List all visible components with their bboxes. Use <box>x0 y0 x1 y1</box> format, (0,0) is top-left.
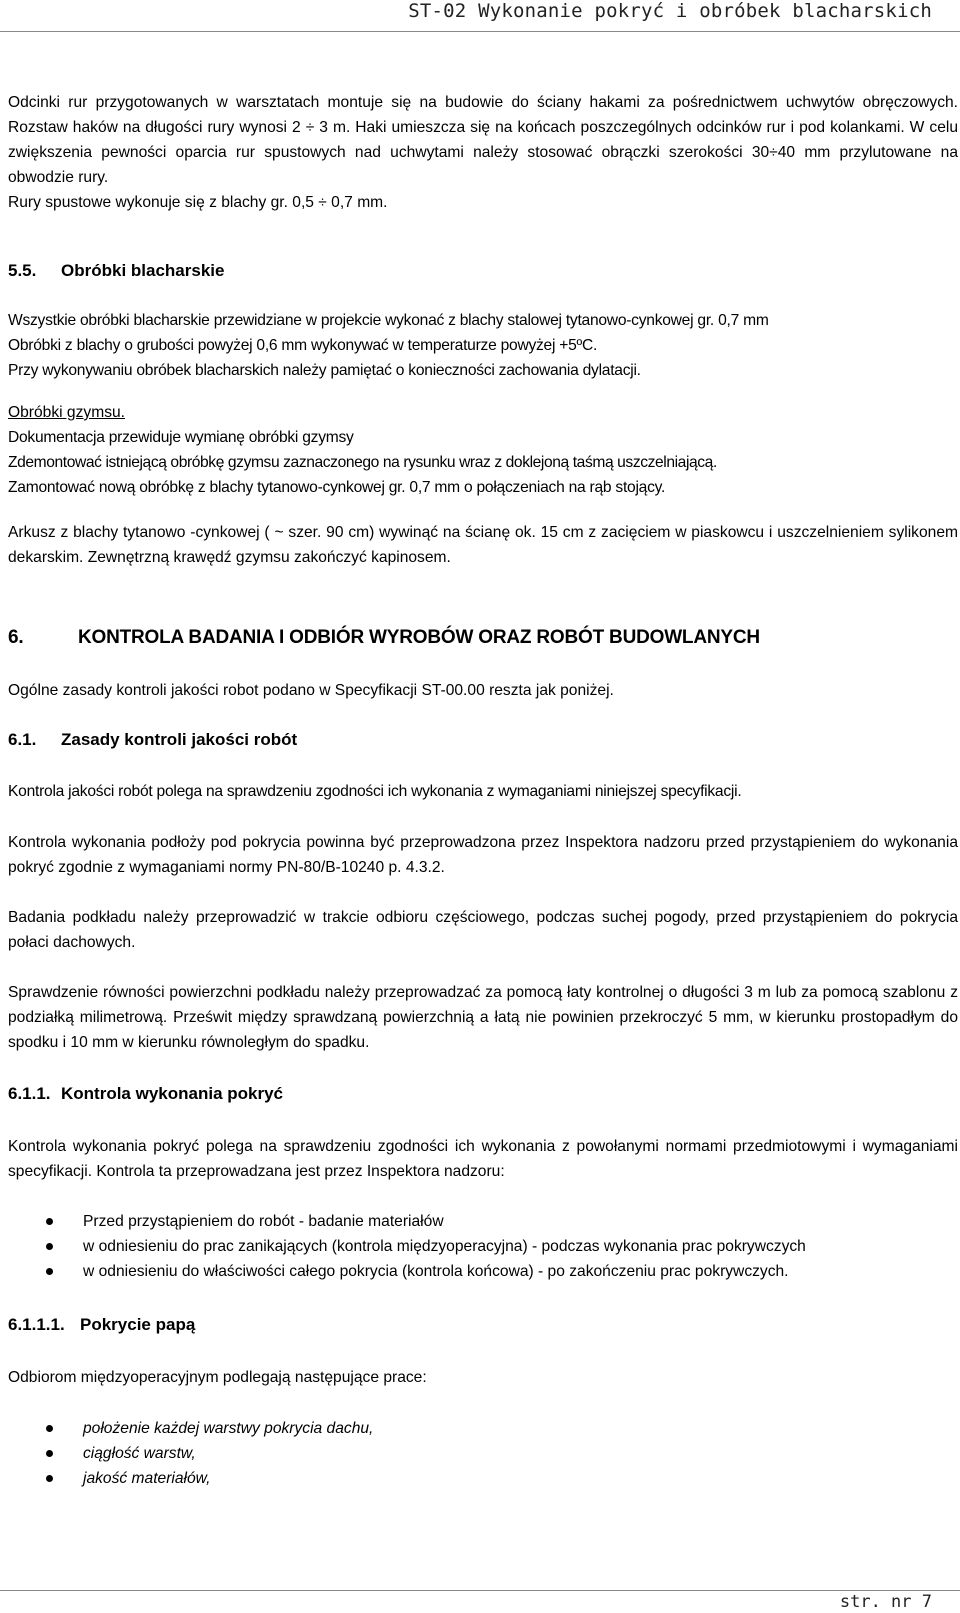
bullet-dot-icon <box>46 1450 53 1457</box>
gzyms-line-1: Dokumentacja przewiduje wymianę obróbki gzymsy <box>8 429 354 446</box>
pokrycia-bullet-list <box>8 1209 806 1284</box>
section-6-1-1-heading <box>8 1082 283 1106</box>
bullet-dot-icon <box>46 1243 53 1250</box>
list-item: w odniesieniu do właściwości całego pokrycia (kontrola końcowa) - po zakończeniu prac pokrywczych. <box>8 1259 806 1284</box>
bullet-dot-icon <box>46 1218 53 1225</box>
list-item: w odniesieniu do prac zanikających (kontrola międzyoperacyjna) - podczas wykonania prac pokrywczych <box>8 1234 806 1259</box>
page-number: str. nr 7 <box>839 1592 932 1612</box>
bullet-dot-icon <box>46 1475 53 1482</box>
obrobki-line-2: Obróbki z blachy o grubości powyżej 0,6 mm wykonywać w temperaturze powyżej +5ºC. <box>8 337 598 354</box>
gzyms-line-2: Zdemontować istniejącą obróbkę gzymsu zaznaczonego na rysunku wraz z doklejoną taśmą uszczelniającą. <box>8 454 717 471</box>
section-number: 6.1.1. <box>8 1084 51 1103</box>
section-6-1-p2 <box>8 830 958 880</box>
section-6-intro <box>8 678 958 703</box>
section-title: Obróbki blacharskie <box>61 261 225 280</box>
header-divider <box>0 31 960 32</box>
section-6-1-1-1-p1 <box>8 1365 958 1390</box>
bullet-dot-icon <box>46 1268 53 1275</box>
intro-paragraph-2: Rury spustowe wykonuje się z blachy gr. 0,5 ÷ 0,7 mm. <box>8 194 388 211</box>
section-number: 5.5. <box>8 261 37 280</box>
section-5-5-body <box>8 308 958 383</box>
intro-paragraph-1: Odcinki rur przygotowanych w warsztatach montuje się na budowie do ściany hakami za pośrednictwem uchwytów obręczowych. Rozstaw haków na długości rury wynosi 2 ÷ 3 m. Haki umieszcza się na końcach poszczególnych odcinków rur i pod kolankami. W celu zwiększenia pewności oparcia rur spustowych nad uchwytami należy stosować obrączki szerokości 30÷40 mm przylutowane na obwodzie rury. <box>8 94 958 186</box>
section-title: Kontrola wykonania pokryć <box>61 1084 283 1103</box>
list-item: ciągłość warstw, <box>8 1441 373 1466</box>
gzyms-subheading: Obróbki gzymsu. <box>8 404 125 421</box>
arkusz-block <box>8 520 958 570</box>
obrobki-line-1: Wszystkie obróbki blacharskie przewidziane w projekcie wykonać z blachy stalowej tytanowo-cynkowej gr. 0,7 mm <box>8 312 769 329</box>
section-6-intro-paragraph: Ogólne zasady kontroli jakości robot podano w Specyfikacji ST-00.00 reszta jak poniżej. <box>8 682 614 699</box>
section-number: 6. <box>8 627 24 648</box>
section-6-1-1-1-heading <box>8 1313 195 1337</box>
quality-paragraph-2: Kontrola wykonania podłoży pod pokrycia powinna być przeprowadzona przez Inspektora nadzoru przed przystąpieniem do wykonania pokryć zgodnie z wymaganiami normy PN-80/B-10240 p. 4.3.2. <box>8 834 958 876</box>
gzyms-block <box>8 400 958 500</box>
document-header-title: ST-02 Wykonanie pokryć i obróbek blacharskich <box>408 0 932 22</box>
section-title: Zasady kontroli jakości robót <box>61 730 298 749</box>
list-item: położenie każdej warstwy pokrycia dachu, <box>8 1416 373 1441</box>
list-item: jakość materiałów, <box>8 1466 373 1491</box>
section-6-1-p3 <box>8 905 958 955</box>
pokrycia-paragraph: Kontrola wykonania pokryć polega na sprawdzeniu zgodności ich wykonania z powołanymi normami przedmiotowymi i wymaganiami specyfikacji. Kontrola ta przeprowadzana jest przez Inspektora nadzoru: <box>8 1138 958 1180</box>
section-number: 6.1.1.1. <box>8 1315 65 1334</box>
obrobki-line-3: Przy wykonywaniu obróbek blacharskich należy pamiętać o konieczności zachowania dylatacji. <box>8 362 641 379</box>
section-6-1-1-p1 <box>8 1134 958 1184</box>
list-item: Przed przystąpieniem do robót - badanie materiałów <box>8 1209 806 1234</box>
quality-paragraph-4: Sprawdzenie równości powierzchni podkładu należy przeprowadzać za pomocą łaty kontrolnej o długości 3 m lub za pomocą szablonu z podziałką milimetrową. Prześwit między sprawdzaną powierzchnią a łatą nie powinien przekroczyć 5 mm, w kierunku prostopadłym do spodku i 10 mm w kierunku równoległym do spadku. <box>8 984 958 1051</box>
section-number: 6.1. <box>8 730 37 749</box>
intro-block <box>8 90 958 215</box>
section-title: KONTROLA BADANIA I ODBIÓR WYROBÓW ORAZ ROBÓT BUDOWLANYCH <box>78 627 760 648</box>
papa-paragraph: Odbiorom międzyoperacyjnym podlegają następujące prace: <box>8 1369 427 1386</box>
arkusz-paragraph: Arkusz z blachy tytanowo -cynkowej ( ~ szer. 90 cm) wywinąć na ścianę ok. 15 cm z zacięciem w piaskowcu i uszczelnieniem sylikonem dekarskim. Zewnętrzną krawędź gzymsu zakończyć kapinosem. <box>8 524 958 566</box>
gzyms-line-3: Zamontować nową obróbkę z blachy tytanowo-cynkowej gr. 0,7 mm o połączeniach na rąb stojący. <box>8 479 666 496</box>
footer-divider <box>0 1590 960 1591</box>
papa-bullet-list <box>8 1416 373 1491</box>
section-6-1-p4 <box>8 980 958 1055</box>
bullet-dot-icon <box>46 1425 53 1432</box>
section-6-heading <box>8 626 760 650</box>
section-title: Pokrycie papą <box>80 1315 196 1334</box>
section-5-5-heading <box>8 259 224 283</box>
section-6-1-p1 <box>8 779 958 804</box>
section-6-1-heading <box>8 728 297 752</box>
quality-paragraph-3: Badania podkładu należy przeprowadzić w trakcie odbioru częściowego, podczas suchej pogody, przed przystąpieniem do pokrycia połaci dachowych. <box>8 909 958 951</box>
quality-paragraph-1: Kontrola jakości robót polega na sprawdzeniu zgodności ich wykonania z wymaganiami niniejszej specyfikacji. <box>8 783 742 800</box>
